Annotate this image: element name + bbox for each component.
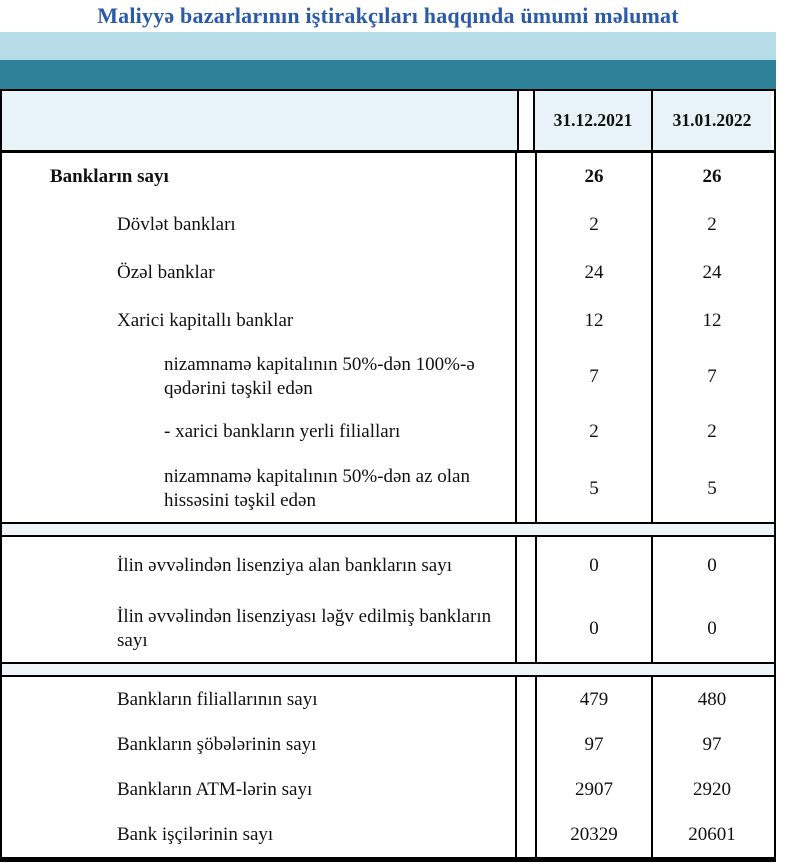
table-row [2,456,774,522]
stats-table [0,89,776,862]
value-cell: 26 [702,166,722,187]
table-row [2,408,774,456]
row-label: Dövlət bankları [2,201,517,249]
column-gap [517,345,535,408]
value-cell: 2920 [693,778,731,800]
value-cell: 7 [535,345,653,408]
column-gap [517,537,535,595]
table-row [2,595,774,662]
table-row [2,249,774,297]
value-cell: 0 [707,617,717,639]
table-row [2,201,774,249]
value-cell: 5 [707,478,717,499]
value-cell: 12 [702,310,722,331]
column-gap [517,595,535,662]
value-cell: 20601 [688,823,736,845]
table-row [2,345,774,408]
row-label: nizamnamə kapitalının 50%-dən 100%-ə qədərini təşkil edən [2,345,517,408]
column-gap [517,249,535,297]
row-label: İlin əvvəlindən lisenziya alan bankların sayı [2,537,517,595]
value-cell: 20329 [535,812,653,857]
header-date-2: 31.01.2022 [653,91,771,150]
column-gap [517,812,535,857]
value-cell: 0 [535,537,653,595]
table-row [2,722,774,767]
table-row [2,153,774,201]
row-label: - xarici bankların yerli filialları [2,408,517,456]
value-cell: 97 [702,733,722,755]
column-gap [517,408,535,456]
column-gap [517,201,535,249]
page-title: Maliyyə bazarlarının iştirakçıları haqqında ümumi məlumat [97,3,679,28]
value-cell: 26 [535,153,653,201]
row-label: Bankların ATM-lərin sayı [2,767,517,812]
table-section [2,537,774,662]
column-gap [517,677,535,722]
table-row [2,297,774,345]
row-label: Bank işçilərinin sayı [2,812,517,857]
column-gap [517,767,535,812]
value-cell: 2 [535,201,653,249]
section-separator [2,522,774,537]
column-gap [517,722,535,767]
decorative-band-light [0,32,776,60]
value-cell: 24 [702,262,722,283]
value-cell: 7 [707,365,717,387]
table-row [2,677,774,722]
value-cell: 479 [535,677,653,722]
column-gap [517,153,535,201]
header-date-1: 31.12.2021 [535,91,653,150]
column-gap [517,456,535,522]
table-section [2,677,774,857]
value-cell: 2 [707,421,717,442]
value-cell: 24 [535,249,653,297]
value-cell: 2 [707,214,717,235]
table-row [2,767,774,812]
row-label: İlin əvvəlindən lisenziyası ləğv edilmiş bankların sayı [2,595,517,662]
column-gap [517,297,535,345]
value-cell: 480 [697,688,727,710]
table-header-row [2,91,774,153]
row-label: Bankların filiallarının sayı [2,677,517,722]
value-cell: 97 [535,722,653,767]
row-label: Bankların şöbələrinin sayı [2,722,517,767]
value-cell: 2 [535,408,653,456]
value-cell: 2907 [535,767,653,812]
section-separator [2,662,774,677]
value-cell: 12 [535,297,653,345]
column-gap [517,91,535,150]
value-cell: 5 [535,456,653,522]
row-label: Özəl banklar [2,249,517,297]
row-label: nizamnamə kapitalının 50%-dən az olan hissəsini təşkil edən [2,456,517,522]
decorative-band-teal [0,60,776,89]
row-label: Bankların sayı [2,153,517,201]
table-row [2,537,774,595]
value-cell: 0 [707,555,717,576]
header-empty-cell [2,91,517,150]
table-section [2,153,774,522]
table-row [2,812,774,857]
value-cell: 0 [535,595,653,662]
row-label: Xarici kapitallı banklar [2,297,517,345]
